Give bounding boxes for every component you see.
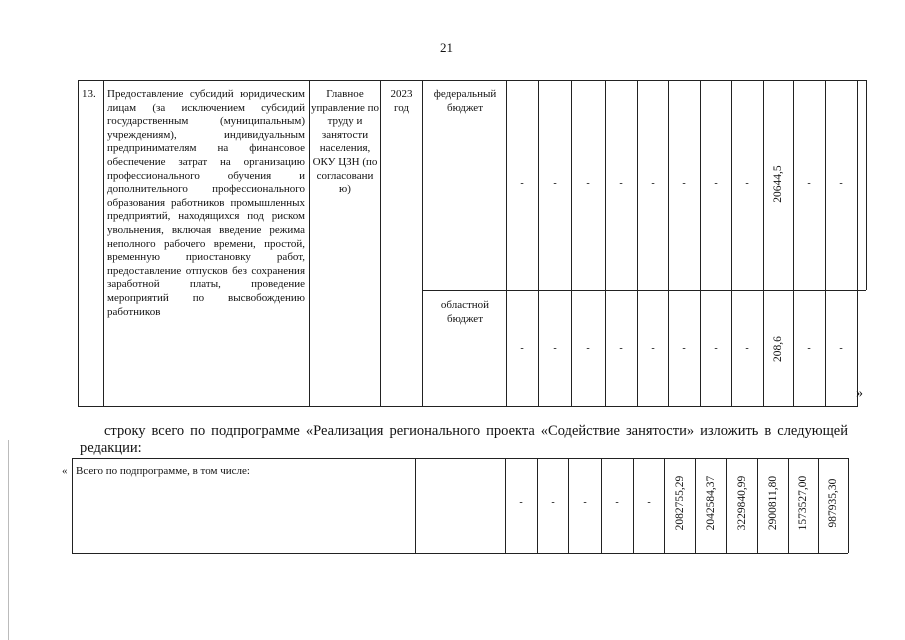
- page-number: 21: [440, 40, 453, 55]
- federal-dash: -: [682, 178, 686, 189]
- total-dash: -: [583, 497, 587, 508]
- table-col-line: [605, 80, 606, 406]
- federal-dash: -: [651, 178, 655, 189]
- regional-dash: -: [651, 343, 655, 354]
- federal-value: 20644,5: [772, 165, 784, 203]
- regional-dash: -: [839, 343, 843, 354]
- regional-dash: -: [520, 343, 524, 354]
- regional-dash: -: [619, 343, 623, 354]
- federal-budget-label: федеральный бюджет: [433, 88, 497, 114]
- federal-dash: -: [619, 178, 623, 189]
- total-value: 987935,30: [827, 478, 839, 528]
- total-col-line: [633, 458, 634, 553]
- table-col-line: [700, 80, 701, 406]
- table-col-line: [793, 80, 794, 406]
- table-col-line: [506, 80, 507, 406]
- total-dash: -: [615, 497, 619, 508]
- table-col-line: [637, 80, 638, 406]
- federal-dash: -: [714, 178, 718, 189]
- total-value: 2082755,29: [674, 475, 686, 531]
- regional-dash: -: [807, 343, 811, 354]
- federal-dash: -: [745, 178, 749, 189]
- row-executor: Главное управление по труду и занятости населения, ОКУ ЦЗН (по согласовани ю): [311, 88, 379, 196]
- total-dash: -: [647, 497, 651, 508]
- row-number: 13.: [82, 88, 96, 100]
- table-col-line: [668, 80, 669, 406]
- total-col-line: [415, 458, 416, 553]
- federal-dash: -: [839, 178, 843, 189]
- table-col-line: [380, 80, 381, 406]
- table-col-line: [857, 80, 858, 406]
- total-table-top: [72, 458, 848, 459]
- table-col-line: [866, 80, 867, 290]
- total-table-bottom: [72, 553, 848, 554]
- total-dash: -: [519, 497, 523, 508]
- regional-dash: -: [745, 343, 749, 354]
- total-col-line: [664, 458, 665, 553]
- total-col-line: [818, 458, 819, 553]
- instruction-paragraph: строку всего по подпрограмме «Реализация регионального проекта «Содействие занятости» изложить в следующей редакции:: [80, 423, 848, 456]
- federal-dash: -: [520, 178, 524, 189]
- total-value: 2042584,37: [705, 475, 717, 531]
- federal-dash: -: [553, 178, 557, 189]
- opening-quote: «: [62, 465, 68, 477]
- total-dash: -: [551, 497, 555, 508]
- total-value: 3229840,99: [736, 475, 748, 531]
- total-col-line: [848, 458, 849, 553]
- table-col-line: [763, 80, 764, 406]
- scan-margin-line: [8, 440, 9, 640]
- table-col-line: [731, 80, 732, 406]
- table-col-line: [309, 80, 310, 406]
- total-col-line: [72, 458, 73, 553]
- total-col-line: [726, 458, 727, 553]
- total-col-line: [568, 458, 569, 553]
- regional-dash: -: [553, 343, 557, 354]
- row-description: Предоставление субсидий юридическим лицам (за исключением субсидий государственным (муниципальным) учреждениям), индивидуальным предпринимателям на финансовое обеспечение затрат на организацию профессионального обучения и дополнительного профессионального образования работников промышленных предприятий, находящихся под риском увольнения, включая введение режима неполного рабочего времени, простой, временную приостановку работ, предоставление отпусков без сохранения заработной платы, проведение мероприятий по высвобождению работников: [107, 88, 305, 318]
- total-col-line: [505, 458, 506, 553]
- total-value: 1573527,00: [797, 475, 809, 531]
- table-top-border: [78, 80, 866, 81]
- federal-dash: -: [807, 178, 811, 189]
- table-col-line: [78, 80, 79, 406]
- table-col-line: [571, 80, 572, 406]
- federal-dash: -: [586, 178, 590, 189]
- table-row-divider: [422, 290, 866, 291]
- table-bottom-border: [78, 406, 858, 407]
- total-value: 2900811,80: [767, 475, 779, 531]
- regional-dash: -: [682, 343, 686, 354]
- total-col-line: [537, 458, 538, 553]
- row-year: 2023 год: [390, 88, 413, 114]
- closing-quote: »: [856, 386, 863, 401]
- regional-dash: -: [586, 343, 590, 354]
- table-col-line: [103, 80, 104, 406]
- total-col-line: [788, 458, 789, 553]
- regional-dash: -: [714, 343, 718, 354]
- regional-value: 208,6: [772, 336, 784, 362]
- total-label: Всего по подпрограмме, в том числе:: [76, 465, 250, 477]
- total-col-line: [695, 458, 696, 553]
- regional-budget-label: областной бюджет: [440, 299, 490, 325]
- table-col-line: [825, 80, 826, 406]
- total-col-line: [601, 458, 602, 553]
- total-col-line: [757, 458, 758, 553]
- table-col-line: [422, 80, 423, 406]
- table-col-line: [538, 80, 539, 406]
